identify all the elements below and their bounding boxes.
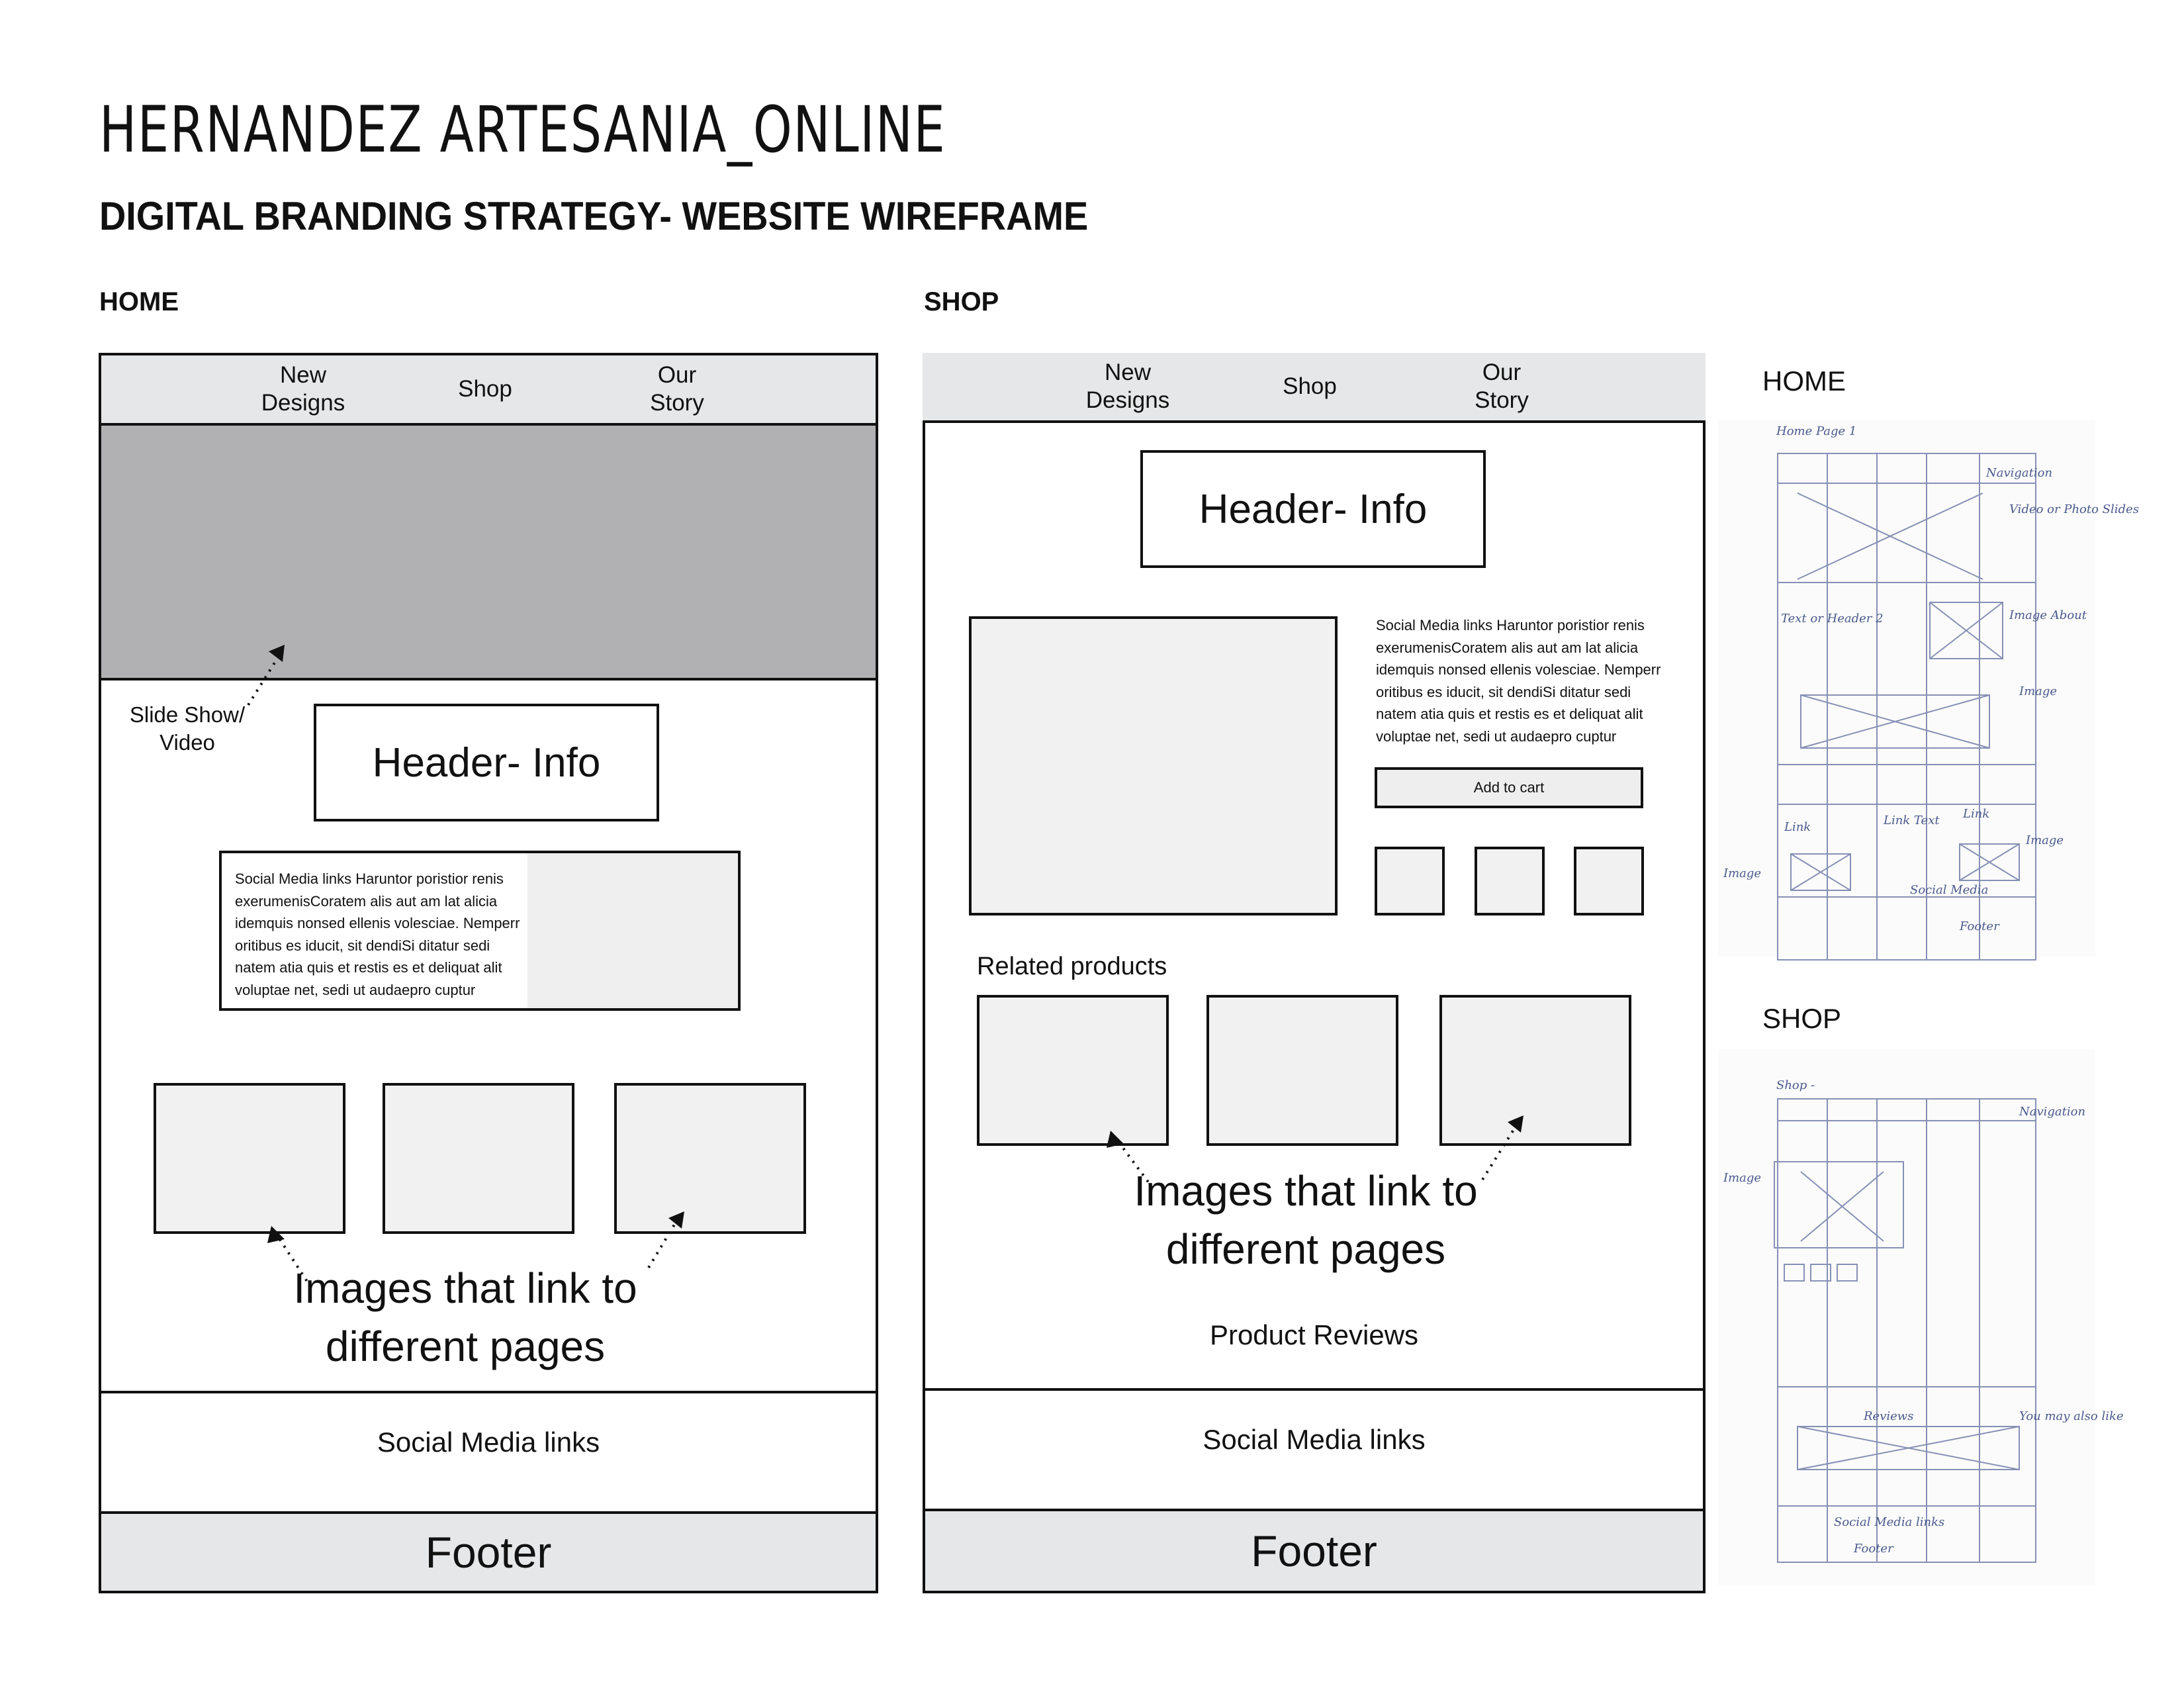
sketch-note: Social Media (1910, 883, 1989, 897)
sketch-note: Image About (2009, 608, 2087, 622)
sketch-note: Image (1723, 1171, 1762, 1185)
shop-footer: Footer (925, 1511, 1703, 1591)
home-sketch-drawing (1718, 420, 2139, 957)
shop-nav-new-designs[interactable]: New Designs (1085, 359, 1170, 413)
sketch-note: Link Text (1884, 814, 1940, 827)
shop-images-caption: Images that link to different pages (1134, 1167, 1478, 1273)
sketch-page-outline (1778, 1099, 2036, 1562)
shop-sketch-drawing (1718, 1049, 2124, 1585)
home-nav-shop[interactable]: Shop (458, 376, 512, 402)
sketch-note: Shop - (1776, 1078, 1815, 1092)
sketch-note: You may also like (2019, 1409, 2124, 1423)
sketch-image-box (1774, 1162, 1903, 1248)
sketch-note: Image (1723, 867, 1762, 880)
sketch-note: Navigation (1986, 466, 2053, 480)
product-reviews-label: Product Reviews (1209, 1319, 1419, 1350)
sketch-shop-label: SHOP (1762, 1003, 1842, 1034)
shop-nav-our-story[interactable]: Our Story (1475, 359, 1529, 413)
home-header-info: Header- Info (314, 704, 659, 821)
shop-header-info: Header- Info (1140, 450, 1486, 568)
sketch-note: Video or Photo Slides (2009, 502, 2139, 516)
home-social-links[interactable]: Social Media links (377, 1427, 600, 1458)
home-nav-our-story[interactable]: Our Story (650, 362, 704, 416)
sketch-note: Navigation (2019, 1105, 2086, 1119)
shop-nav-shop[interactable]: Shop (1283, 373, 1337, 399)
page-subtitle: DIGITAL BRANDING STRATEGY- WEBSITE WIREFRAME (99, 194, 1089, 238)
related-products-label: Related products (977, 953, 1167, 980)
sketch-note: Social Media links (1834, 1515, 1945, 1529)
sketch-note: Image (2026, 833, 2064, 847)
shop-arrow-line (1482, 1127, 1516, 1180)
sketch-note: Reviews (1864, 1409, 1914, 1423)
shop-arrowhead (1508, 1115, 1524, 1133)
home-footer: Footer (101, 1514, 876, 1591)
sketch-note: Text or Header 2 (1781, 612, 1884, 626)
shop-sketch (1718, 1049, 2124, 1585)
sketch-note: Home Page 1 (1776, 424, 1857, 438)
home-slideshow-caption: Slide Show/ Video (129, 702, 246, 755)
shop-arrowhead (1107, 1131, 1124, 1148)
home-images-caption: Images that link to different pages (293, 1264, 637, 1370)
sketch-note: Image (2019, 684, 2058, 698)
shop-section-label: SHOP (924, 287, 999, 316)
shop-arrow-line (1118, 1142, 1153, 1188)
home-sketch (1718, 420, 2139, 957)
shop-social-links[interactable]: Social Media links (1203, 1424, 1426, 1455)
sketch-page-outline (1778, 453, 2036, 960)
home-nav-new-designs[interactable]: New Designs (261, 362, 345, 416)
add-to-cart-button[interactable]: Add to cart (1375, 767, 1643, 808)
home-body-text: Social Media links Haruntor poristior renis exerumenisCoratem alis aut am lat alicia idemquis nonsed ellenis volesciae. Nemperr oritibus es iducit, sit dendiSi ditatur sedi natem atia quis et restis es et deliquat alit voluptae net, sedi ut audaepro cuptur (235, 870, 520, 998)
shop-product-text: Social Media links Haruntor poristior renis exerumenisCoratem alis aut am lat alicia idemquis nonsed ellenis volesciae. Nemperr oritibus es iducit, sit dendiSi ditatur sedi natem atia quis et restis es et deliquat alit voluptae net, sedi ut audaepro cuptur (1376, 617, 1661, 745)
sketch-note: Link (1963, 807, 1990, 821)
sketch-note: Link (1784, 820, 1811, 834)
sketch-note: Footer (1854, 1542, 1893, 1556)
page-title: HERNANDEZ ARTESANIA_ONLINE (99, 93, 946, 167)
sketch-thumb (1837, 1264, 1857, 1281)
sketch-note: Footer (1960, 919, 1999, 933)
home-section-label: HOME (99, 287, 179, 316)
sketch-home-label: HOME (1762, 365, 1846, 397)
sketch-thumb (1784, 1264, 1804, 1281)
